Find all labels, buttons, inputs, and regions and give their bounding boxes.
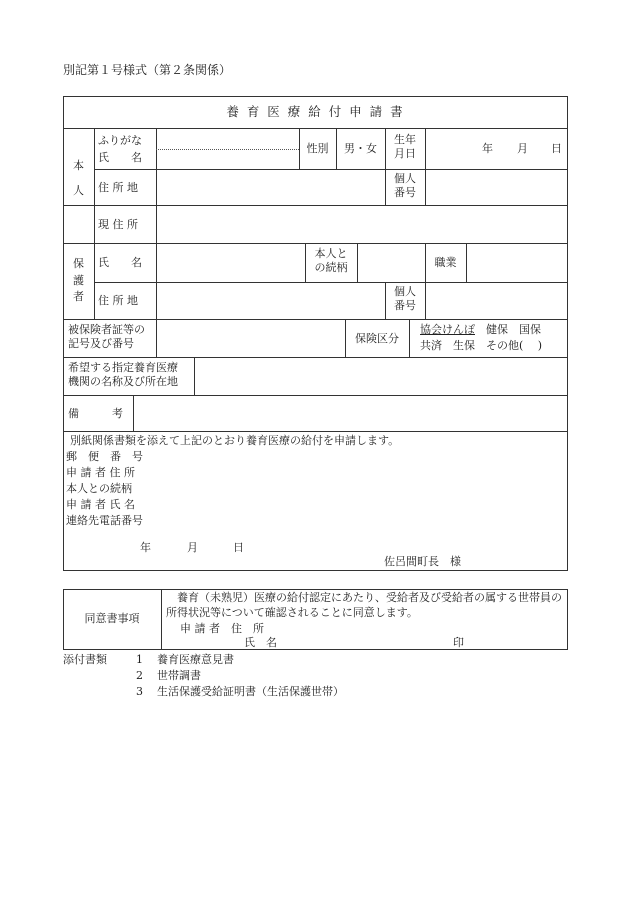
attachment-no-3: 3 — [136, 685, 143, 698]
consent-text: 養育（未熟児）医療の給付認定にあたり、受給者及び受給者の属する世帯員の所得状況等について確認されることに同意します。 — [166, 591, 562, 619]
application-day-unit: 日 — [233, 541, 244, 554]
consent-applicant-address-label: 申 請 者 住 所 — [180, 622, 264, 635]
relation-field[interactable] — [359, 246, 424, 280]
remarks-field[interactable] — [135, 398, 566, 429]
insurance-option-kenpo-kokuho[interactable]: 健保 国保 — [475, 323, 541, 336]
gender-label: 性別 — [306, 142, 329, 155]
postal-code-label: 郵 便 番 号 — [66, 450, 143, 463]
current-address-field[interactable] — [158, 208, 566, 241]
applicant-address-label: 申 請 者 住 所 — [66, 466, 135, 479]
hospital-label: 希望する指定養育医療 機関の名称及び所在地 — [68, 361, 178, 388]
occupation-label: 職業 — [434, 256, 457, 269]
insurance-type-label: 保険区分 — [355, 332, 399, 345]
relation-label: 本人と の続柄 — [314, 247, 348, 274]
insurance-option-kyokai[interactable]: 協会けんぽ — [420, 323, 475, 336]
current-address-label: 現 住 所 — [98, 218, 138, 231]
section-self-label: 本 人 — [73, 159, 84, 198]
consent-name-label: 氏 名 — [244, 636, 277, 649]
occupation-field[interactable] — [468, 246, 566, 280]
guardian-address-label: 住 所 地 — [98, 294, 138, 307]
section-guardian-label: 保 護 者 — [73, 257, 84, 303]
birth-day-unit: 日 — [551, 142, 562, 155]
attachment-item-2: 世帯調書 — [157, 669, 201, 682]
addressee: 佐呂間町長 様 — [384, 555, 461, 568]
furigana-label: ふりがな — [98, 134, 142, 147]
form-number-label: 別記第１号様式（第２条関係） — [63, 63, 232, 77]
applicant-relation-label: 本人との続柄 — [66, 482, 132, 495]
personal-number-label: 個人 番号 — [394, 172, 416, 199]
consent-label: 同意書事項 — [84, 612, 140, 625]
attachment-item-1: 養育医療意見書 — [157, 653, 234, 666]
attachment-item-3: 生活保護受給証明書（生活保護世帯） — [157, 685, 344, 698]
address-label: 住 所 地 — [98, 181, 138, 194]
applicant-info-field[interactable] — [160, 450, 560, 528]
furigana-field[interactable] — [158, 131, 298, 148]
seal-mark: 印 — [453, 636, 464, 649]
insurance-options-line2[interactable]: 共済 生保 その他( ) — [420, 339, 543, 352]
name-field[interactable] — [158, 151, 298, 168]
hospital-field[interactable] — [196, 360, 566, 393]
guardian-address-field[interactable] — [158, 285, 384, 317]
birthdate-label: 生年 月日 — [394, 133, 416, 160]
gender-options[interactable]: 男・女 — [344, 142, 377, 155]
attachment-no-1: 1 — [136, 653, 143, 666]
name-label: 氏 名 — [98, 151, 142, 164]
application-month-unit: 月 — [187, 541, 198, 554]
guardian-personal-number-field[interactable] — [427, 285, 566, 317]
insurance-id-field[interactable] — [158, 322, 344, 355]
declaration-text: 別紙関係書類を添えて上記のとおり養育医療の給付を申請します。 — [70, 434, 400, 447]
attachments-label: 添付書類 — [63, 653, 107, 666]
address-field[interactable] — [158, 172, 384, 203]
insurance-id-label: 被保険者証等の 記号及び番号 — [68, 323, 145, 350]
phone-label: 連絡先電話番号 — [66, 514, 143, 527]
personal-number-field[interactable] — [427, 172, 566, 203]
form-title: 養 育 医 療 給 付 申 請 書 — [226, 104, 405, 119]
birth-month-unit: 月 — [517, 142, 528, 155]
birth-year-unit: 年 — [482, 142, 493, 155]
guardian-personal-number-label: 個人 番号 — [394, 285, 416, 312]
guardian-name-label: 氏 名 — [98, 256, 142, 269]
application-year-unit: 年 — [140, 541, 151, 554]
attachment-no-2: 2 — [136, 669, 143, 682]
insurance-options-line1[interactable] — [420, 323, 541, 337]
applicant-name-label: 申 請 者 氏 名 — [66, 498, 135, 511]
remarks-label: 備 考 — [68, 407, 123, 420]
guardian-name-field[interactable] — [158, 246, 304, 280]
